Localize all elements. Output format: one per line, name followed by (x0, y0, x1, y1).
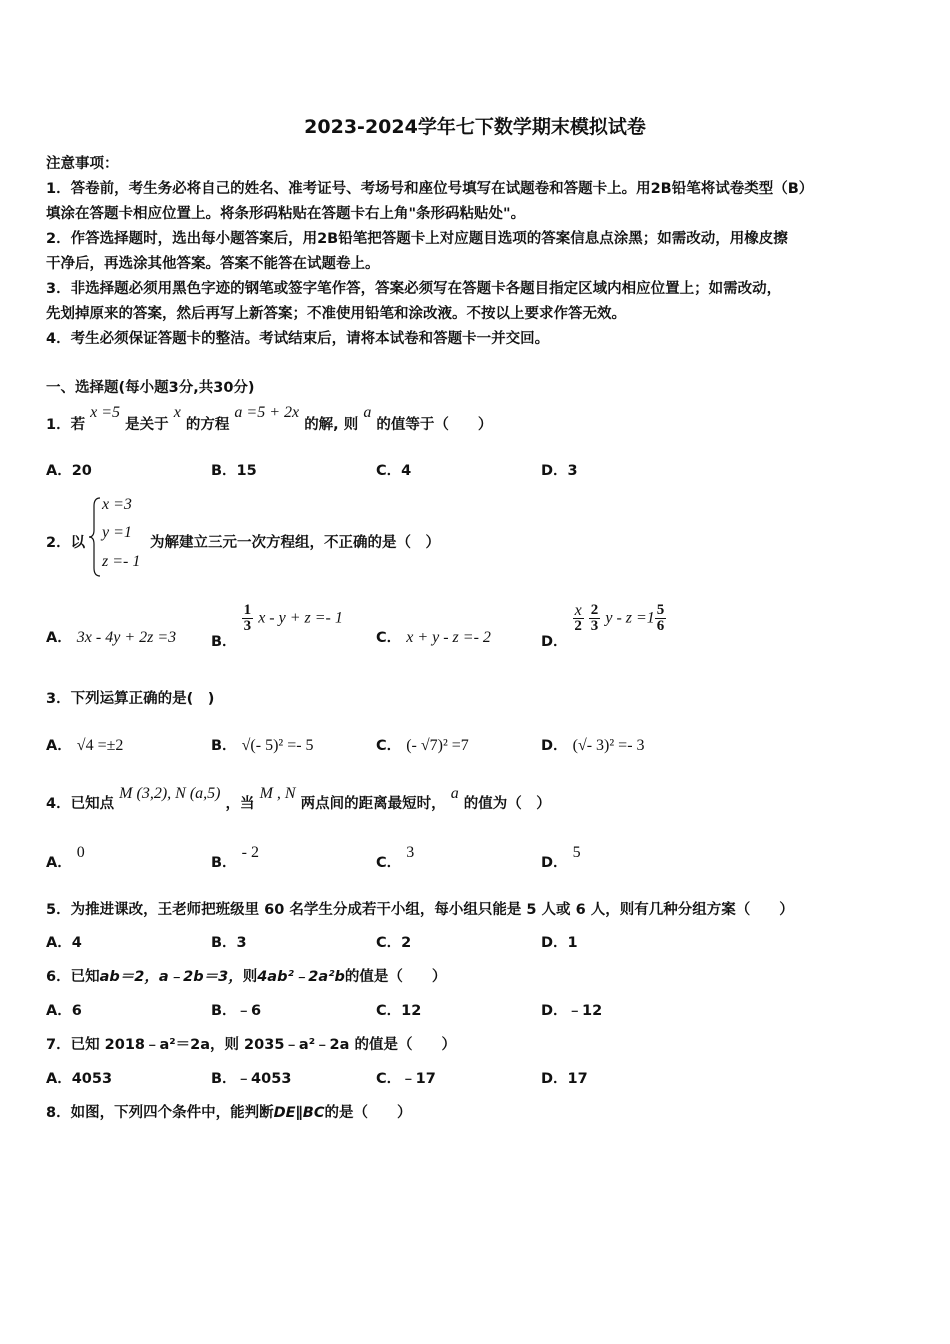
notice-line: 2．作答选择题时，选出每小题答案后，用2B铅笔把答题卡上对应题目选项的答案信息点涂黑；如需改动，用橡皮擦 (46, 231, 788, 247)
option-label: C． (376, 855, 402, 871)
q1-text: 的方程 (185, 417, 230, 433)
q8-text: 的是（ ） (324, 1105, 412, 1121)
q4-option-d[interactable] (541, 844, 581, 872)
q2-number: 2．以 (46, 535, 86, 551)
q2-option-d[interactable] (541, 602, 666, 650)
page-title: 2023-2024学年七下数学期末模拟试卷 (304, 116, 646, 138)
fraction-denominator: 3 (590, 618, 599, 634)
question-3: 3．下列运算正确的是( ) (46, 691, 215, 707)
q1-math: x (173, 404, 181, 421)
option-label: C． (376, 738, 402, 754)
q2-option-b[interactable] (211, 602, 343, 650)
question-8 (46, 1101, 411, 1122)
fraction (573, 603, 584, 634)
q4-option-d-value: 5 (572, 844, 581, 861)
q3-option-a-expr: √4 =±2 (76, 737, 124, 754)
q3-option-c-expr: (- √7)² =7 (406, 737, 469, 754)
q7-option-b[interactable]: B．﹣4053 (211, 1071, 292, 1087)
q4-text: 两点间的距离最短时， (300, 796, 446, 812)
fraction-numerator: 5 (656, 602, 665, 618)
q2-option-b-expr: x - y + z =- 1 (258, 609, 343, 627)
fraction (242, 603, 254, 634)
q2-text: 为解建立三元一次方程组，不正确的是（ ） (150, 535, 440, 551)
option-label: A． (46, 855, 72, 871)
q3-option-c[interactable] (376, 734, 469, 755)
option-label: D． (541, 738, 568, 754)
q6-text: 的值是（ ） (344, 969, 447, 985)
q2-option-a-expr: 3x - 4y + 2z =3 (76, 629, 177, 646)
q2-system-eq-3: z =- 1 (102, 553, 141, 570)
q6-text: 则 (242, 969, 258, 985)
q2-option-d-expr: y - z =1 (605, 609, 655, 627)
q3-option-d[interactable] (541, 734, 645, 755)
option-label: D． (541, 855, 568, 871)
q4-option-a-value: 0 (76, 844, 85, 861)
q1-text: 的解, 则 (304, 417, 359, 433)
q5-option-a[interactable]: A．4 (46, 935, 82, 951)
fraction-numerator: 2 (590, 602, 599, 618)
q1-math: x =5 (90, 404, 121, 421)
q7-option-d[interactable]: D．17 (541, 1071, 588, 1087)
q3-option-b[interactable] (211, 734, 314, 755)
q2-option-c[interactable] (376, 626, 491, 647)
fraction (655, 603, 667, 634)
q4-option-b-value: - 2 (241, 844, 259, 861)
q4-option-b[interactable] (211, 844, 259, 872)
q1-option-a[interactable]: A．20 (46, 463, 92, 479)
fraction (589, 603, 601, 634)
notice-heading: 注意事项： (46, 156, 119, 172)
fraction-denominator: 6 (656, 618, 665, 634)
q4-math: a (450, 785, 459, 802)
q4-option-c-value: 3 (406, 844, 415, 861)
q4-text: ，当 (225, 796, 255, 812)
q6-option-c[interactable]: C．12 (376, 1003, 422, 1019)
q1-math: a (363, 404, 372, 421)
question-5: 5．为推进课改，王老师把班级里 60 名学生分成若干小组，每小组只能是 5 人或 6 人，则有几种分组方案（ ） (46, 902, 794, 918)
q6-option-b[interactable]: B．﹣6 (211, 1003, 262, 1019)
fraction-denominator: 3 (243, 618, 252, 634)
q6-option-a[interactable]: A．6 (46, 1003, 82, 1019)
fraction-numerator: 1 (243, 602, 252, 618)
q4-math: M (3,2), N (a,5) (119, 785, 221, 802)
q4-option-a[interactable] (46, 844, 85, 872)
question-4 (46, 785, 551, 813)
option-label: B． (211, 855, 237, 871)
fraction-numerator: x (574, 602, 582, 619)
notice-line: 3．非选择题必须用黑色字迹的钢笔或签字笔作答，答案必须写在答题卡各题目指定区域内相应位置上；如需改动， (46, 281, 782, 297)
option-label: D． (541, 633, 568, 650)
q1-option-c[interactable]: C．4 (376, 463, 412, 479)
left-brace-icon (88, 496, 102, 578)
q5-option-c[interactable]: C．2 (376, 935, 412, 951)
q7-option-c[interactable]: C．﹣17 (376, 1071, 436, 1087)
q4-text: 的值为（ ） (463, 796, 551, 812)
q4-number: 4．已知点 (46, 796, 115, 812)
q2-system-eq-1: x =3 (102, 496, 132, 513)
q1-text: 的值等于（ ） (376, 417, 493, 433)
q1-math: a =5 + 2x (234, 404, 300, 421)
q5-option-d[interactable]: D．1 (541, 935, 578, 951)
q6-option-d[interactable]: D．﹣12 (541, 1003, 603, 1019)
notice-line: 干净后，再选涂其他答案。答案不能答在试题卷上。 (46, 256, 380, 272)
q6-expr: 4ab²﹣2a²b (257, 969, 345, 985)
question-1 (46, 404, 493, 434)
fraction-denominator: 2 (574, 618, 582, 634)
q8-text: 8．如图，下列四个条件中，能判断 (46, 1105, 274, 1121)
q2-system-eq-2: y =1 (102, 524, 132, 541)
q1-option-b[interactable]: B．15 (211, 463, 257, 479)
notice-line: 填涂在答题卡相应位置上。将条形码粘贴在答题卡右上角"条形码粘贴处"。 (46, 206, 526, 222)
q3-option-b-expr: √(- 5)² =- 5 (241, 737, 314, 754)
q6-expr: ab＝2，a﹣2b＝3， (99, 969, 243, 985)
q8-expr: DE∥BC (273, 1105, 325, 1121)
question-6 (46, 965, 446, 986)
option-label: B． (211, 633, 237, 650)
q4-option-c[interactable] (376, 844, 415, 872)
q5-option-b[interactable]: B．3 (211, 935, 247, 951)
q4-math: M , N (259, 785, 296, 802)
question-7: 7．已知 2018﹣a²＝2a，则 2035﹣a²﹣2a 的值是（ ） (46, 1037, 456, 1053)
q2-option-a[interactable] (46, 626, 176, 647)
notice-line: 4．考生必须保证答题卡的整洁。考试结束后，请将本试卷和答题卡一并交回。 (46, 331, 550, 347)
option-label: A． (46, 738, 72, 754)
q6-text: 6．已知 (46, 969, 100, 985)
q1-text: 是关于 (125, 417, 169, 433)
option-label: A． (46, 630, 72, 646)
section-heading: 一、选择题(每小题3分,共30分) (46, 380, 255, 396)
notice-line: 先划掉原来的答案，然后再写上新答案；不准使用铅笔和涂改液。不按以上要求作答无效。 (46, 306, 626, 322)
option-label: B． (211, 738, 237, 754)
q1-number: 1．若 (46, 417, 86, 433)
option-label: C． (376, 630, 402, 646)
q7-option-a[interactable]: A．4053 (46, 1071, 113, 1087)
q3-option-a[interactable] (46, 734, 123, 755)
q3-option-d-expr: (√- 3)² =- 3 (572, 737, 645, 754)
notice-line: 1．答卷前，考生务必将自己的姓名、准考证号、考场号和座位号填写在试题卷和答题卡上。用2B铅笔将试卷类型（B） (46, 181, 814, 197)
q2-option-c-expr: x + y - z =- 2 (406, 629, 491, 646)
q1-option-d[interactable]: D．3 (541, 463, 578, 479)
